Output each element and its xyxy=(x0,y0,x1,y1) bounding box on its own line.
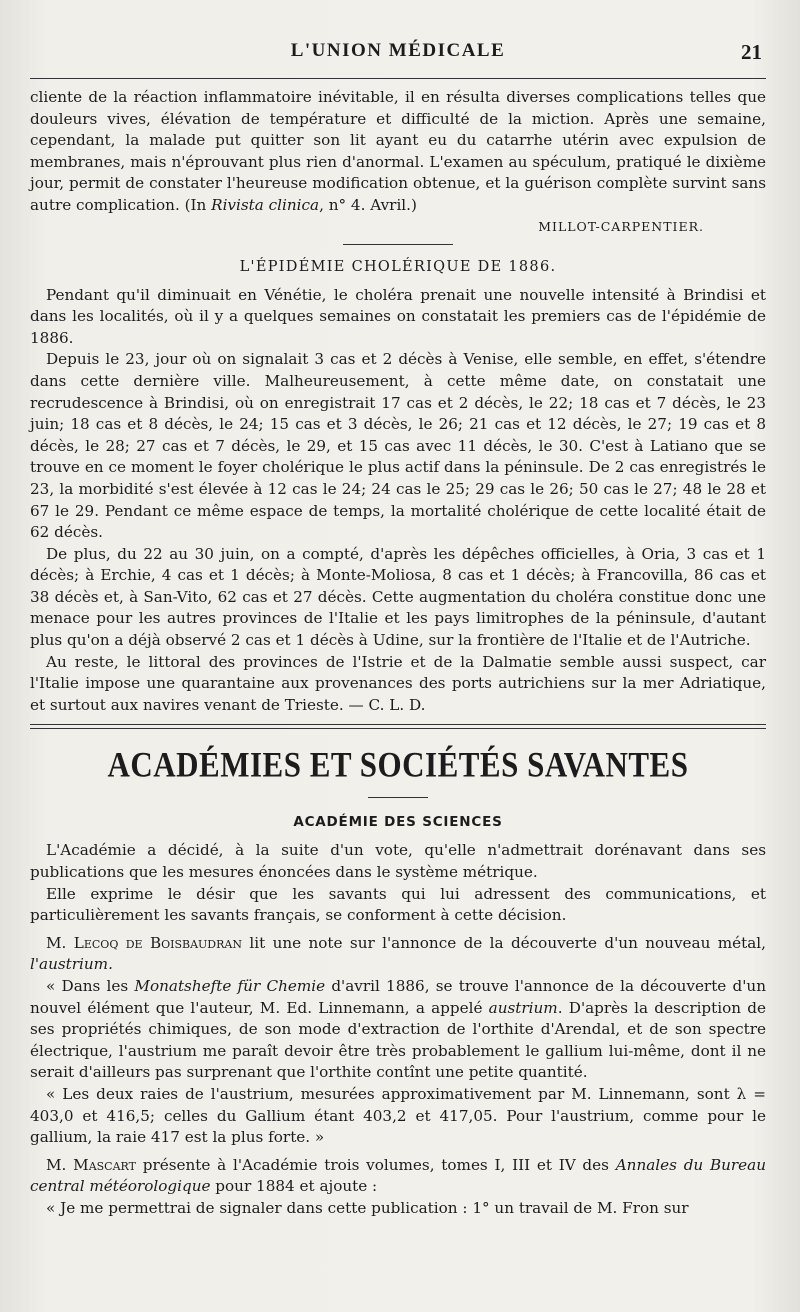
article-separator xyxy=(343,244,453,245)
article2-paragraph-4: Au reste, le littoral des provinces de l'Istrie et de la Dalmatie semble aussi suspect, car l'Italie impose une quarantaine aux provenances des ports autrichiens sur la mer Adriatique, et surtout aux navires venant de Trieste. — C. L. D. xyxy=(30,652,766,714)
section-paragraph-3: M. Lecoq de Boisbaudran lit une note sur l'annonce de la découverte d'un nouveau métal, l'austrium. xyxy=(30,933,766,974)
article2-paragraph-2: Depuis le 23, jour où on signalait 3 cas et 2 décès à Venise, elle semble, en effet, s'étendre dans cette dernière ville. Malheureusement, à cette même date, on constatait une recrudescence à Brindisi, où on enregistrait 17 cas et 2 décès, le 22; 18 cas et 7 décès, le 23 juin; 18 cas et 8 décès, le 24; 15 cas et 3 décès, le 26; 21 cas et 12 décès, le 27; 19 cas et 8 décès, le 28; 27 cas et 7 décès, le 29, et 15 cas avec 11 décès, le 30. C'est à Latiano que se trouve en ce moment le foyer cholérique le plus actif dans la péninsule. De 2 cas enregistrés le 23, la morbidité s'est élevée à 12 cas le 24; 24 cas le 25; 29 cas le 26; 50 cas le 27; 48 le 28 et 67 le 29. Pendant ce même espace de temps, la mortalité cholérique de cette localité était de 62 décès. xyxy=(30,350,766,542)
article2-title: L'ÉPIDÉMIE CHOLÉRIQUE DE 1886. xyxy=(239,258,557,275)
annales-title: Annales du Bureau central météorologique xyxy=(30,1155,766,1196)
page-header xyxy=(30,0,766,84)
running-title: L'UNION MÉDICALE xyxy=(290,40,506,61)
journal-name: Monatshefte für Chemie xyxy=(134,977,326,995)
section-subtitle: ACADÉMIE DES SCIENCES xyxy=(293,814,503,831)
section-paragraph-7: « Je me permettrai de signaler dans cette publication : 1° un travail de M. Fron sur xyxy=(46,1198,689,1217)
article1-paragraph: cliente de la réaction inflammatoire inévitable, il en résulta diverses complications telles que douleurs vives, élévation de température et difficulté de la miction. Après une semaine, cependant, la malade put quitter son lit ayant eu du catarrhe utérin avec expulsion de membranes, mais n'éprouvant plus rien d'anormal. L'examen au spéculum, pratiqué le dixième jour, permit de constater l'heureuse modification obtenue, et la guérison complète survint sans autre complication. (In Rivista clinica, n° 4. Avril.) xyxy=(30,88,766,214)
author-signature: MILLOT-CARPENTIER. xyxy=(538,218,704,234)
section-paragraph-4: « Dans les Monatshefte für Chemie d'avril 1886, se trouve l'annonce de la découverte d'un nouvel élément que l'auteur, M. Ed. Linnemann, a appelé austrium. D'après la description de ses propriétés chimiques, de son mode d'extraction de l'orthite d'Arendal, et de son spectre électrique, l'austrium me paraît devoir être très probablement le gallium lui-même, dont il ne serait d'ailleurs pas surprenant que l'orthite contînt une petite quantité. xyxy=(30,977,766,1082)
page-number: 21 xyxy=(741,40,762,64)
author-name: Lecoq de Boisbaudran xyxy=(73,933,242,952)
section-paragraph-1: L'Académie a décidé, à la suite d'un vote, qu'elle n'admettrait dorénavant dans ses publications que les mesures énoncées dans le système métrique. xyxy=(30,841,766,882)
section-paragraph-2: Elle exprime le désir que les savants qui lui adressent des communications, et particulièrement les savants français, se conforment à cette décision. xyxy=(30,884,766,925)
section-title: ACADÉMIES ET SOCIÉTÉS SAVANTES xyxy=(107,744,689,785)
article2-paragraph-1: Pendant qu'il diminuait en Vénétie, le choléra prenait une nouvelle intensité à Brindisi et dans les localités, où il y a quelques semaines on constatait les premiers cas de l'épidémie de 1886. xyxy=(30,285,766,347)
source-journal: Rivista clinica xyxy=(211,195,320,214)
section-title-rule xyxy=(368,797,428,798)
section-paragraph-6: M. Mascart présente à l'Académie trois volumes, tomes I, III et IV des Annales du Bureau central météorologique pour 1884 et ajoute : xyxy=(30,1155,766,1196)
article2-paragraph-3: De plus, du 22 au 30 juin, on a compté, d'après les dépêches officielles, à Oria, 3 cas et 1 décès; à Erchie, 4 cas et 1 décès; à Monte-Moliosa, 8 cas et 1 décès; à Francovilla, 86 cas et 38 décès et, à San-Vito, 62 cas et 27 décès. Cette augmentation du choléra constitue donc une menace pour les autres provinces de l'Italie et les pays limitrophes de la péninsule, d'autant plus qu'on a déjà observé 2 cas et 1 décès à Udine, sur la frontière de l'Italie et de l'Autriche. xyxy=(30,544,766,650)
section-paragraph-5: « Les deux raies de l'austrium, mesurées approximativement par M. Linnemann, sont λ = 403,0 et 416,5; celles du Gallium étant 403,2 et 417,05. Pour l'austrium, comme pour le gallium, la raie 417 est la plus forte. » xyxy=(30,1084,766,1147)
section-double-rule xyxy=(30,724,766,729)
author-name-2: Mascart xyxy=(73,1155,136,1174)
